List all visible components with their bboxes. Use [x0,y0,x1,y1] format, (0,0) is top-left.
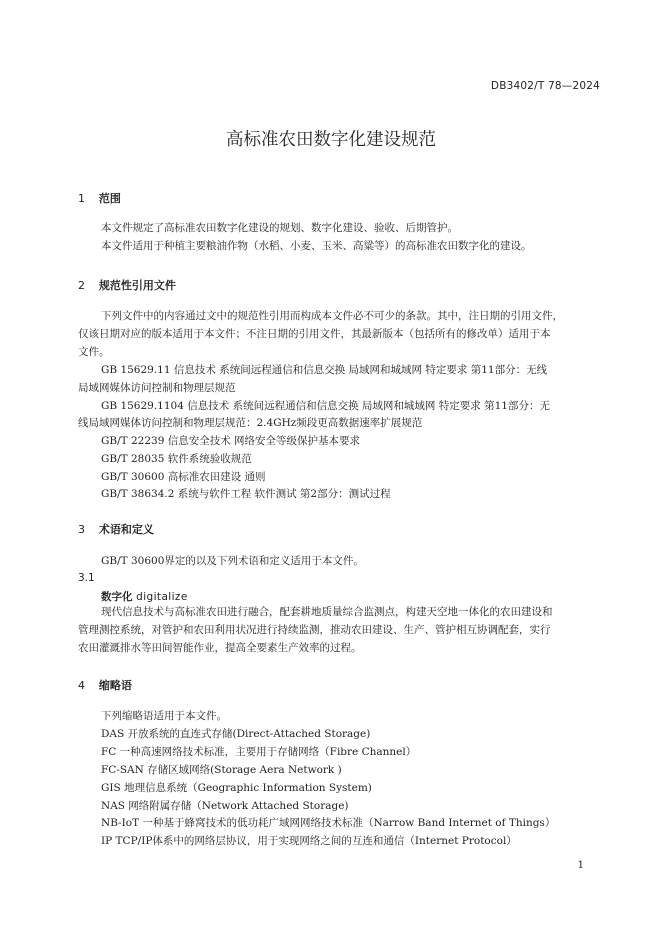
abbreviation-item-fc-san: FC-SAN 存储区域网络(Storage Aera Network ) [101,764,342,776]
term-definition-line-2: 管理测控系统，对管护和农田利用状况进行持续监测，推动农田建设、生产、管护相互协调配套，实行 [78,624,551,636]
scope-paragraph-1: 本文件规定了高标准农田数字化建设的规划、数字化建设、验收、后期管护。 [101,222,458,234]
references-intro-line-2: 仅该日期对应的版本适用于本文件；不注日期的引用文件，其最新版本（包括所有的修改单）适用于本 [78,328,551,340]
reference-item-2-line-1: GB 15629.1104 信息技术 系统间远程通信和信息交换 局域网和城域网 特定要求 第11部分：无 [101,400,550,412]
reference-item-2-line-2: 线局域网媒体访问控制和物理层规范：2.4GHz频段更高数据速率扩展规范 [78,417,423,429]
term-name-english: digitalize [136,591,188,603]
term-number: 3.1 [78,572,95,584]
abbreviation-item-ip: IP TCP/IP体系中的网络层协议，用于实现网络之间的互连和通信（Internet Protocol） [101,835,517,847]
scope-paragraph-2: 本文件适用于种植主要粮油作物（水稻、小麦、玉米、高粱等）的高标准农田数字化的建设。 [101,240,532,252]
reference-item-1-line-2: 局域网媒体访问控制和物理层规范 [78,382,236,394]
section-number: 2 [78,279,85,292]
section-title: 缩略语 [98,679,132,692]
term-name-chinese: 数字化 [101,591,133,603]
reference-item-6: GB/T 38634.2 系统与软件工程 软件测试 第2部分：测试过程 [101,488,391,500]
page-number: 1 [577,860,584,871]
term-definition-line-1: 现代信息技术与高标准农田进行融合，配套耕地质量综合监测点，构建天空地一体化的农田建设和 [101,606,553,618]
abbreviation-item-nb-iot: NB-IoT 一种基于蜂窝技术的低功耗广域网网络技术标准（Narrow Band Internet of Things） [101,817,556,829]
term-name [101,589,188,604]
section-number: 3 [78,523,85,536]
section-3-heading [78,521,154,537]
reference-item-1-line-1: GB 15629.11 信息技术 系统间远程通信和信息交换 局域网和城域网 特定要求 第11部分：无线 [101,364,548,376]
section-number: 4 [78,679,85,692]
section-title: 规范性引用文件 [98,279,176,292]
section-title: 术语和定义 [98,523,154,536]
terms-intro: GB/T 30600界定的以及下列术语和定义适用于本文件。 [101,555,364,567]
term-definition-line-3: 农田灌溉排水等田间智能作业，提高全要素生产效率的过程。 [78,642,362,654]
document-code: DB3402/T 78—2024 [490,80,600,92]
references-intro-line-3: 文件。 [78,346,110,358]
reference-item-3: GB/T 22239 信息安全技术 网络安全等级保护基本要求 [101,435,361,447]
abbreviations-intro: 下列缩略语适用于本文件。 [101,710,227,722]
reference-item-5: GB/T 30600 高标准农田建设 通则 [101,471,266,483]
section-1-heading [78,190,121,206]
section-4-heading [78,677,132,693]
section-2-heading [78,277,176,293]
section-number: 1 [78,192,85,205]
abbreviation-item-fc: FC 一种高速网络技术标准，主要用于存储网络（Fibre Channel） [101,746,417,758]
abbreviation-item-gis: GIS 地理信息系统（Geographic Information System) [101,782,372,794]
abbreviation-item-nas: NAS 网络附属存储（Network Attached Storage) [101,800,349,812]
document-title: 高标准农田数字化建设规范 [226,130,436,150]
abbreviation-item-das: DAS 开放系统的直连式存储(Direct-Attached Storage) [101,728,371,740]
reference-item-4: GB/T 28035 软件系统验收规范 [101,453,252,465]
section-title: 范围 [98,192,121,205]
references-intro-line-1: 下列文件中的内容通过文中的规范性引用而构成本文件必不可少的条款。其中，注日期的引用文件， [101,310,563,322]
